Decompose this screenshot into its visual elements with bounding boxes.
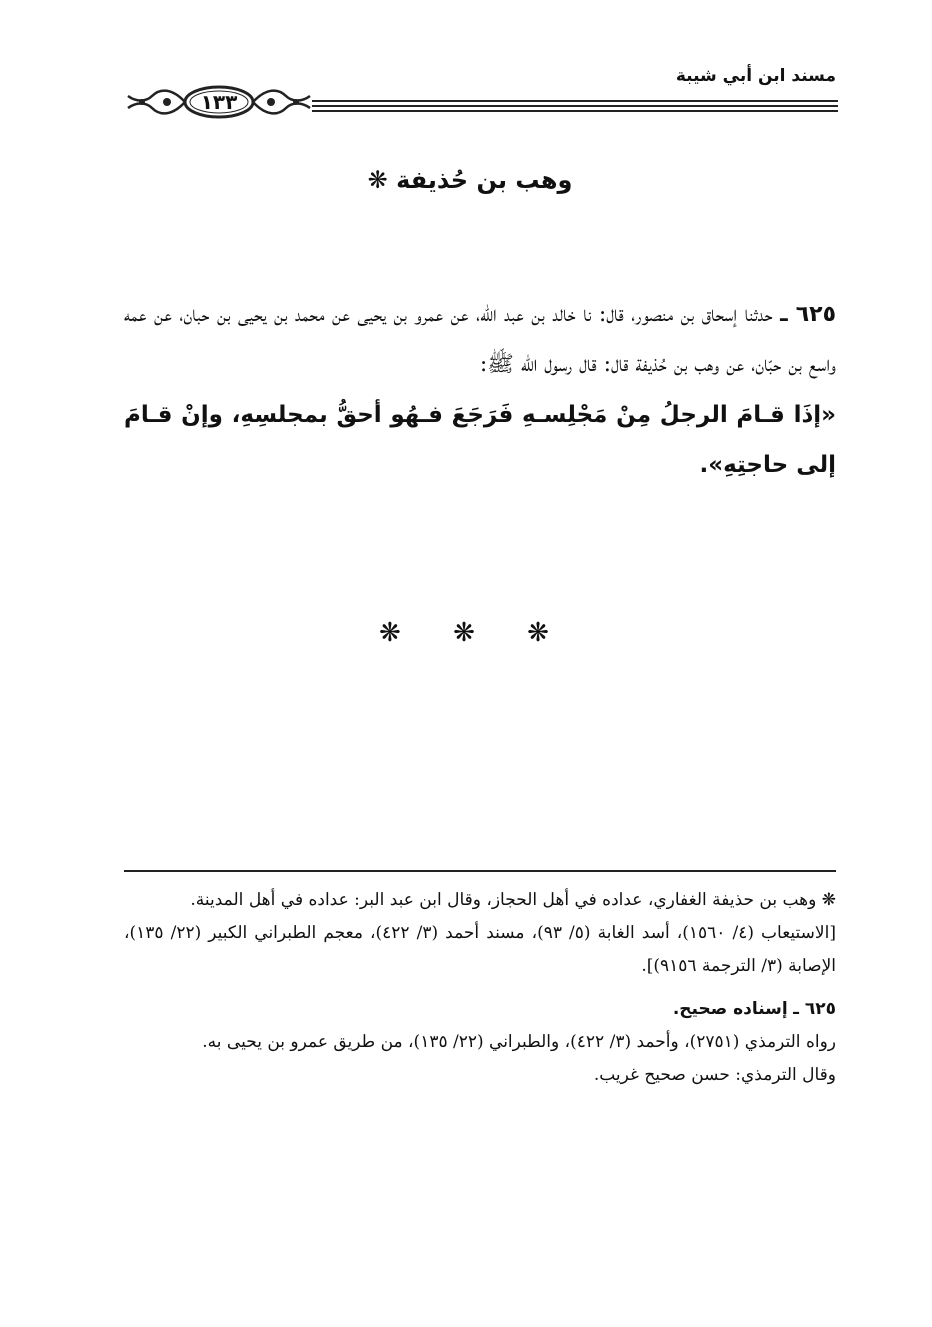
running-title: مسند ابن أبي شيبة bbox=[675, 66, 836, 86]
footnote-biography: ❋ وهب بن حذيفة الغفاري، عداده في أهل الحجاز، وقال ابن عبد البر: عداده في أهل المدينة. bbox=[190, 890, 836, 910]
page-number: ١٣٣ bbox=[200, 90, 238, 114]
section-title: وهب بن حُذيفة ❋ bbox=[367, 166, 573, 194]
header-rule bbox=[312, 100, 838, 118]
section-separator: ❋ ❋ ❋ bbox=[379, 618, 571, 648]
isnad: حدثنا إسحاق بن منصور، قال: نا خالد بن عبد الله، عن عمرو بن يحيى عن محمد بن يحيى بن حبان، عن عمه واسع بن حبّان، عن وهب بن حُذيفة قال: قال رسول الله ﷺ: bbox=[124, 302, 836, 377]
footnote-rule bbox=[124, 870, 836, 872]
isnad-paragraph bbox=[124, 290, 836, 390]
grade-text: إسناده صحيح. bbox=[672, 999, 788, 1019]
hadith-text bbox=[124, 290, 836, 490]
footnote-number: ٦٢٥ ـ bbox=[793, 999, 836, 1019]
matn: «إذَا قـامَ الرجلُ مِنْ مَجْلِسـهِ فَرَجَعَ فـهُو أحقُّ بمجلسِهِ، وإنْ قـامَ إلى حاجتِهِ». bbox=[124, 402, 836, 478]
footnote-verdict: وقال الترمذي: حسن صحيح غريب. bbox=[593, 1065, 836, 1085]
footnote-takhrij: رواه الترمذي (٢٧٥١)، وأحمد (٣/ ٤٢٢)، والطبراني (٢٢/ ١٣٥)، من طريق عمرو بن يحيى به. bbox=[202, 1032, 836, 1052]
footnotes bbox=[124, 884, 836, 1092]
hadith-number: ٦٢٥ ـ bbox=[780, 302, 837, 327]
footnote-references: [الاستيعاب (٤/ ١٥٦٠)، أسد الغابة (٥/ ٩٣)، مسند أحمد (٣/ ٤٢٢)، معجم الطبراني الكبير (٢٢/ ١٣٥)، الإصابة (٣/ الترجمة ٩١٥٦)]. bbox=[124, 923, 836, 976]
page-number-ornament bbox=[126, 82, 312, 122]
footnote-grade bbox=[124, 993, 836, 1026]
